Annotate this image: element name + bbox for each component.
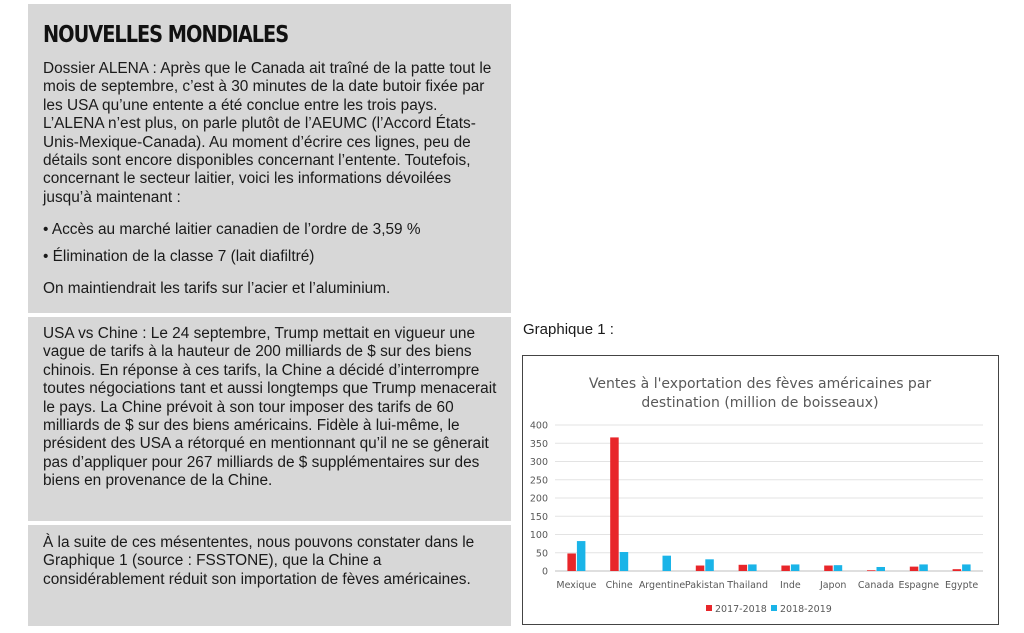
x-tick-label: Egypte [944,580,979,591]
x-tick-label: Mexique [556,580,597,591]
bar-2017-2018 [567,553,576,571]
alena-paragraph: Dossier ALENA : Après que le Canada ait traîné de la patte tout le mois de septembre, c’est à 30 minutes de la date butoir fixée par les USA qu’une entente a été conclue entre les trois pays. L’ALENA n’est plus, on parle plutôt de l’AEUMC (l’Accord États-Unis-Mexique-Canada). Au moment d’écrire ces lignes, peu de détails sont encore disponibles concernant l’entente. Toutefois, concernant le secteur laitier, voici les informations dévoilées jusqu’à maintenant : [43,60,492,206]
bullet-item: • Accès au marché laitier canadien de l’ordre de 3,59 % [43,221,421,239]
bar-2017-2018 [953,569,962,571]
chart-canvas [523,356,997,623]
legend-swatch [706,605,712,611]
y-tick-label: 0 [541,566,548,578]
suite-paragraph: À la suite de ces mésententes, nous pouvons constater dans le Graphique 1 (source : FSSTONE), que la Chine a considérablement réduit son importation de fèves américaines. [43,534,475,588]
article-alena-panel [28,4,511,313]
bar-2018-2019 [577,541,586,571]
bar-2017-2018 [824,566,833,571]
bar-2018-2019 [919,564,928,571]
x-tick-label: Canada [857,580,895,591]
alena-closing: On maintiendrait les tarifs sur l’acier et l’aluminium. [43,280,391,298]
y-tick-label: 200 [529,493,548,505]
usa-chine-paragraph: USA vs Chine : Le 24 septembre, Trump mettait en vigueur une vague de tarifs à la hauteur de 200 milliards de $ sur des biens chinois. En réponse à ces tarifs, la Chine a décidé d’interrompre toutes négociations tant et aussi longtemps que Trump menacerait le pays. La Chine prévoit à son tour imposer des tarifs de 60 milliards de $ sur des biens américains. Fidèle à lui-même, le président des USA a rétorqué en mentionnant qu’il ne se gênerait pas d’appliquer pour 267 milliards de $ supplémentaires sur des biens en provenance de la Chine. [43,325,497,490]
bar-2018-2019 [748,564,757,571]
legend-label: 2018-2019 [780,604,832,615]
bar-2017-2018 [610,437,619,571]
y-tick-label: 350 [529,438,548,450]
bar-2018-2019 [834,565,843,571]
bar-2018-2019 [791,564,800,571]
bar-2018-2019 [877,567,886,571]
y-tick-label: 150 [529,511,548,523]
x-tick-label: Espagne [898,580,940,591]
article-usa-chine-panel [28,317,511,521]
x-tick-label: Chine [605,580,633,591]
bullet-item: • Élimination de la classe 7 (lait diafiltré) [43,247,315,265]
y-tick-label: 400 [529,420,548,432]
x-tick-label: Argentine [638,580,686,591]
y-tick-label: 250 [529,475,548,487]
bar-2017-2018 [781,566,790,571]
bar-2017-2018 [739,565,748,571]
x-tick-label: Thailand [727,580,769,591]
bar-2017-2018 [910,567,919,571]
y-tick-label: 300 [529,457,548,468]
chart-caption: Graphique 1 : [523,321,614,338]
bar-2018-2019 [962,564,971,571]
legend-label: 2017-2018 [715,604,767,615]
chart-title: Ventes à l'exportation des fèves américaines par [588,376,932,392]
bar-2018-2019 [705,559,714,571]
bar-chart [522,355,999,625]
legend-swatch [771,605,777,611]
bar-2017-2018 [696,566,705,571]
bar-2018-2019 [620,552,629,571]
article-suite-panel [28,525,511,626]
y-tick-label: 100 [529,530,548,541]
y-tick-label: 50 [535,548,548,560]
chart-title: destination (million de boisseaux) [641,395,879,411]
x-tick-label: Inde [780,580,801,591]
section-heading: NOUVELLES MONDIALES [43,22,289,48]
x-tick-label: Pakistan [684,580,725,591]
x-tick-label: Japon [819,580,847,591]
bar-2017-2018 [867,570,876,571]
bar-2018-2019 [663,556,672,571]
